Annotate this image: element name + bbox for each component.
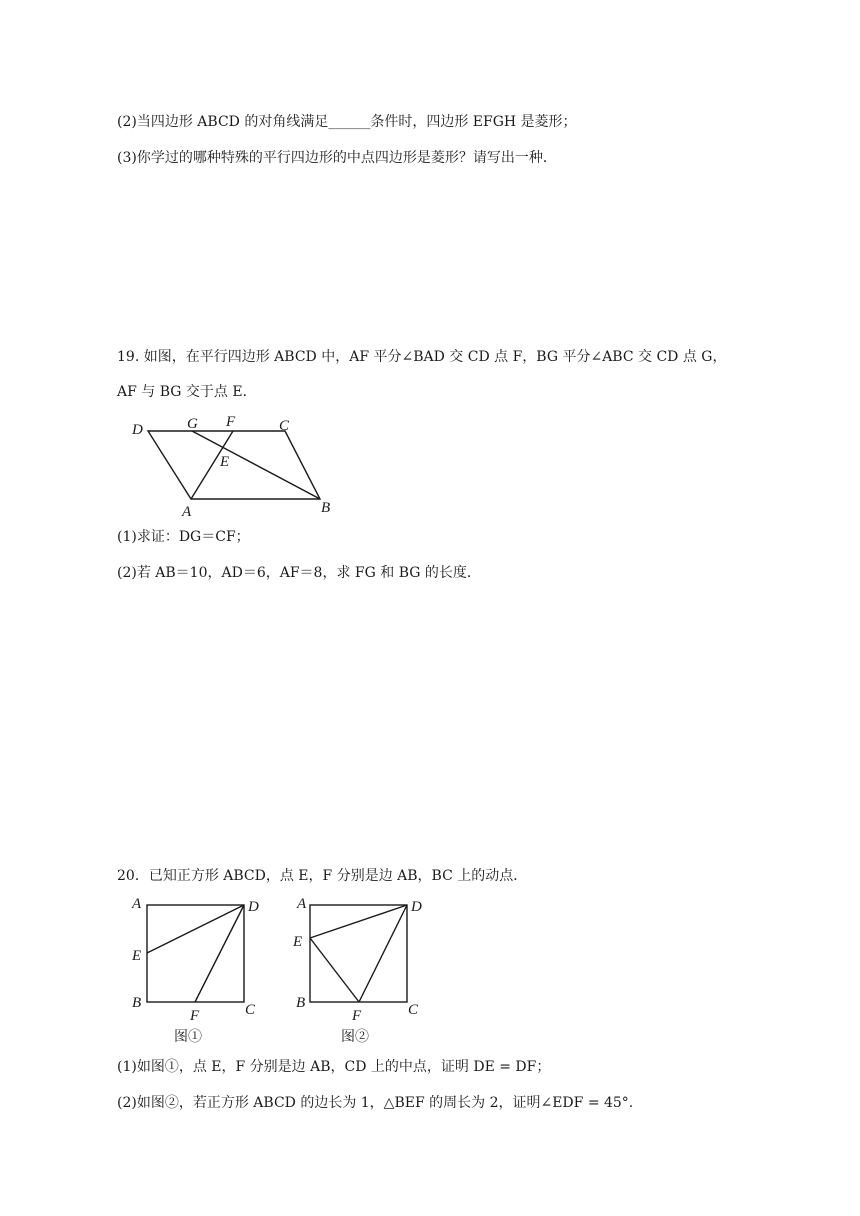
label-a: A bbox=[132, 896, 142, 912]
label-c: C bbox=[408, 1002, 419, 1018]
label-b: B bbox=[296, 995, 306, 1011]
label-a: A bbox=[297, 896, 307, 912]
q18-part2-text: (2)当四边形 ABCD 的对角线满足______条件时，四边形 EFGH 是菱形； bbox=[117, 114, 577, 130]
label-f: F bbox=[190, 1008, 200, 1024]
segment-ed bbox=[147, 905, 244, 953]
q19-part2-text: (2)若 AB＝10，AD＝6，AF＝8，求 FG 和 BG 的长度． bbox=[117, 565, 481, 581]
square-abcd bbox=[310, 905, 407, 1002]
q19-part1-text: (1)求证：DG＝CF； bbox=[117, 529, 250, 545]
q19-stem-line2: AF 与 BG 交于点 E． bbox=[117, 384, 257, 400]
square-abcd bbox=[147, 905, 244, 1002]
label-e: E bbox=[220, 454, 230, 470]
label-e: E bbox=[132, 948, 142, 964]
q19-parallelogram-figure bbox=[128, 408, 338, 518]
label-g: G bbox=[187, 416, 198, 432]
figure-caption: 图② bbox=[341, 1030, 369, 1045]
q20-stem-text: 20．已知正方形 ABCD，点 E，F 分别是边 AB，BC 上的动点． bbox=[117, 868, 528, 884]
label-b: B bbox=[321, 500, 331, 516]
label-f: F bbox=[226, 414, 236, 430]
label-e: E bbox=[293, 934, 303, 950]
label-c: C bbox=[279, 418, 290, 434]
q18-part3-text: (3)你学过的哪种特殊的平行四边形的中点四边形是菱形？请写出一种． bbox=[117, 150, 557, 166]
label-a: A bbox=[182, 504, 192, 520]
label-d: D bbox=[248, 899, 259, 915]
segment-ef bbox=[310, 938, 359, 1002]
q20-part1-text: (1)如图①，点 E，F 分别是边 AB，CD 上的中点，证明 DE = DF； bbox=[117, 1059, 551, 1075]
label-d: D bbox=[411, 899, 422, 915]
label-f: F bbox=[352, 1008, 362, 1024]
parallelogram-abcd bbox=[148, 431, 320, 499]
label-d: D bbox=[132, 422, 143, 438]
q20-figure-2 bbox=[289, 890, 429, 1050]
label-c: C bbox=[245, 1002, 256, 1018]
q19-stem-line1: 19. 如图，在平行四边形 ABCD 中，AF 平分∠BAD 交 CD 点 F，BG 平分∠ABC 交 CD 点 G， bbox=[117, 349, 727, 365]
segment-fd bbox=[195, 905, 244, 1002]
q20-figure-1 bbox=[126, 890, 266, 1050]
label-b: B bbox=[132, 995, 142, 1011]
q20-part2-text: (2)如图②，若正方形 ABCD 的边长为 1，△BEF 的周长为 2，证明∠EDF = 45°. bbox=[117, 1095, 634, 1111]
figure-caption: 图① bbox=[174, 1030, 202, 1045]
